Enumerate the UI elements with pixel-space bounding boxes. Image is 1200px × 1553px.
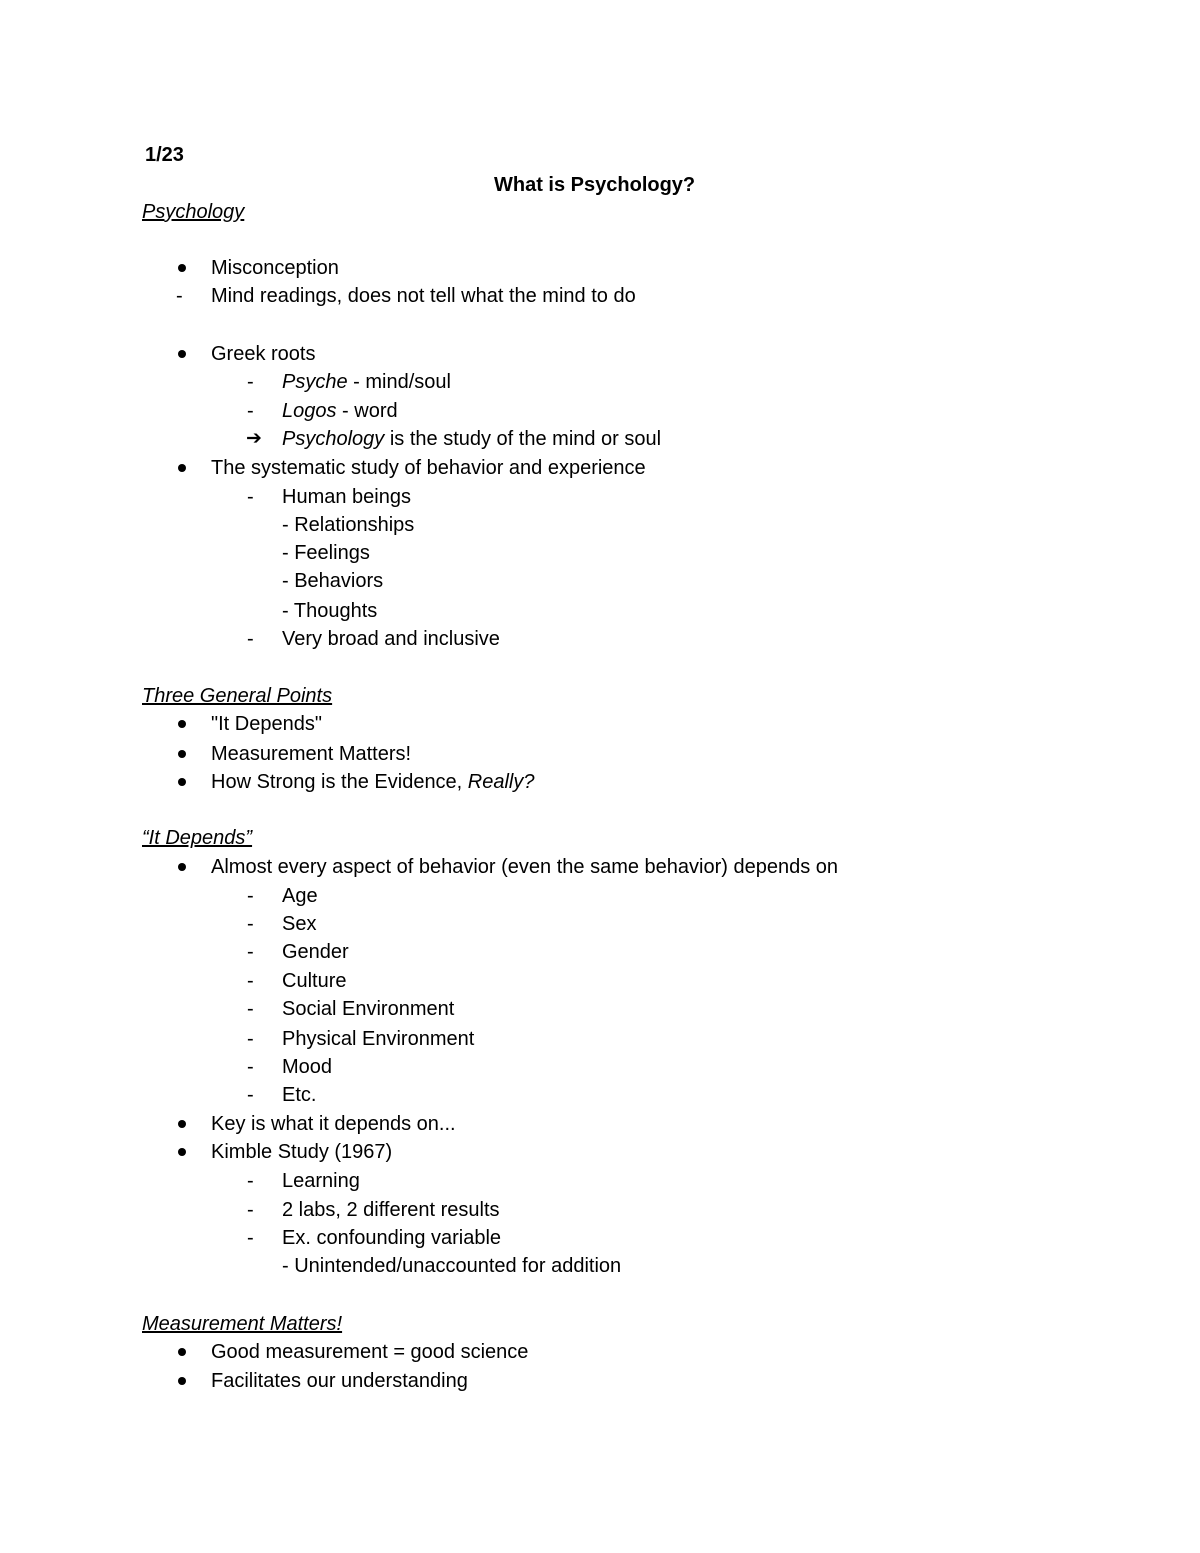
definition-logos: - word	[336, 400, 398, 422]
dash-icon: -	[247, 998, 254, 1020]
list-item	[282, 427, 661, 451]
bullet-icon	[178, 464, 186, 472]
page-title: What is Psychology?	[494, 174, 696, 196]
list-item: Misconception	[211, 257, 339, 279]
list-item: Physical Environment	[282, 1028, 475, 1050]
term-psychology: Psychology	[282, 428, 385, 450]
section-heading-three-points: Three General Points	[142, 685, 333, 707]
list-item: - Behaviors	[282, 570, 384, 592]
list-item: Culture	[282, 970, 347, 992]
bullet-icon	[178, 1377, 186, 1385]
bullet-icon	[178, 1348, 186, 1356]
list-item: Gender	[282, 941, 349, 963]
definition-psychology: is the study of the mind or soul	[384, 428, 662, 450]
bullet-icon	[178, 720, 186, 728]
list-item	[282, 370, 451, 394]
list-item: 2 labs, 2 different results	[282, 1199, 500, 1221]
list-item: Social Environment	[282, 998, 455, 1020]
term-psyche: Psyche	[282, 371, 348, 393]
list-item: Key is what it depends on...	[211, 1113, 456, 1135]
dash-icon: -	[247, 628, 254, 650]
page-date: 1/23	[145, 144, 184, 166]
list-item: Mood	[282, 1056, 333, 1078]
bullet-icon	[178, 350, 186, 358]
section-heading-it-depends: “It Depends”	[142, 827, 253, 849]
evidence-text: How Strong is the Evidence,	[211, 771, 468, 793]
list-item: - Relationships	[282, 514, 415, 536]
list-item: Almost every aspect of behavior (even the same behavior) depends on	[211, 856, 839, 878]
list-item: Facilitates our understanding	[211, 1370, 468, 1392]
evidence-emphasis: Really?	[467, 771, 535, 793]
dash-icon: -	[247, 885, 254, 907]
dash-icon: -	[247, 913, 254, 935]
list-item: "It Depends"	[211, 713, 322, 735]
list-item: Good measurement = good science	[211, 1341, 529, 1363]
list-item: Kimble Study (1967)	[211, 1141, 393, 1163]
bullet-icon	[178, 750, 186, 758]
dash-icon: -	[247, 1170, 254, 1192]
dash-icon: -	[247, 1199, 254, 1221]
list-item: Age	[282, 885, 318, 907]
bullet-icon	[178, 1148, 186, 1156]
dash-icon: -	[247, 1084, 254, 1106]
section-heading-psychology: Psychology	[142, 201, 245, 223]
dash-icon: -	[247, 941, 254, 963]
list-item	[211, 770, 535, 794]
list-item: Ex. confounding variable	[282, 1227, 502, 1249]
dash-icon: -	[247, 400, 254, 422]
term-logos: Logos	[282, 400, 337, 422]
dash-icon: -	[247, 970, 254, 992]
dash-icon: -	[247, 486, 254, 508]
list-item: - Feelings	[282, 542, 370, 564]
bullet-icon	[178, 264, 186, 272]
list-item: - Unintended/unaccounted for addition	[282, 1255, 622, 1277]
dash-icon: -	[176, 285, 183, 307]
list-item: Measurement Matters!	[211, 743, 412, 765]
bullet-icon	[178, 1120, 186, 1128]
list-item: Etc.	[282, 1084, 317, 1106]
list-item: Human beings	[282, 486, 411, 508]
list-item: Greek roots	[211, 343, 316, 365]
dash-icon: -	[247, 1028, 254, 1050]
section-heading-measurement: Measurement Matters!	[142, 1313, 343, 1335]
list-item: The systematic study of behavior and experience	[211, 457, 646, 479]
bullet-icon	[178, 778, 186, 786]
dash-icon: -	[247, 1227, 254, 1249]
dash-icon: -	[247, 1056, 254, 1078]
list-item: - Thoughts	[282, 600, 378, 622]
list-item: Mind readings, does not tell what the mind to do	[211, 285, 636, 307]
dash-icon: -	[247, 371, 254, 393]
arrow-right-icon: ➔	[246, 428, 262, 449]
list-item: Very broad and inclusive	[282, 628, 500, 650]
list-item: Sex	[282, 913, 317, 935]
definition-psyche: - mind/soul	[347, 371, 451, 393]
bullet-icon	[178, 863, 186, 871]
list-item	[282, 399, 398, 423]
list-item: Learning	[282, 1170, 360, 1192]
